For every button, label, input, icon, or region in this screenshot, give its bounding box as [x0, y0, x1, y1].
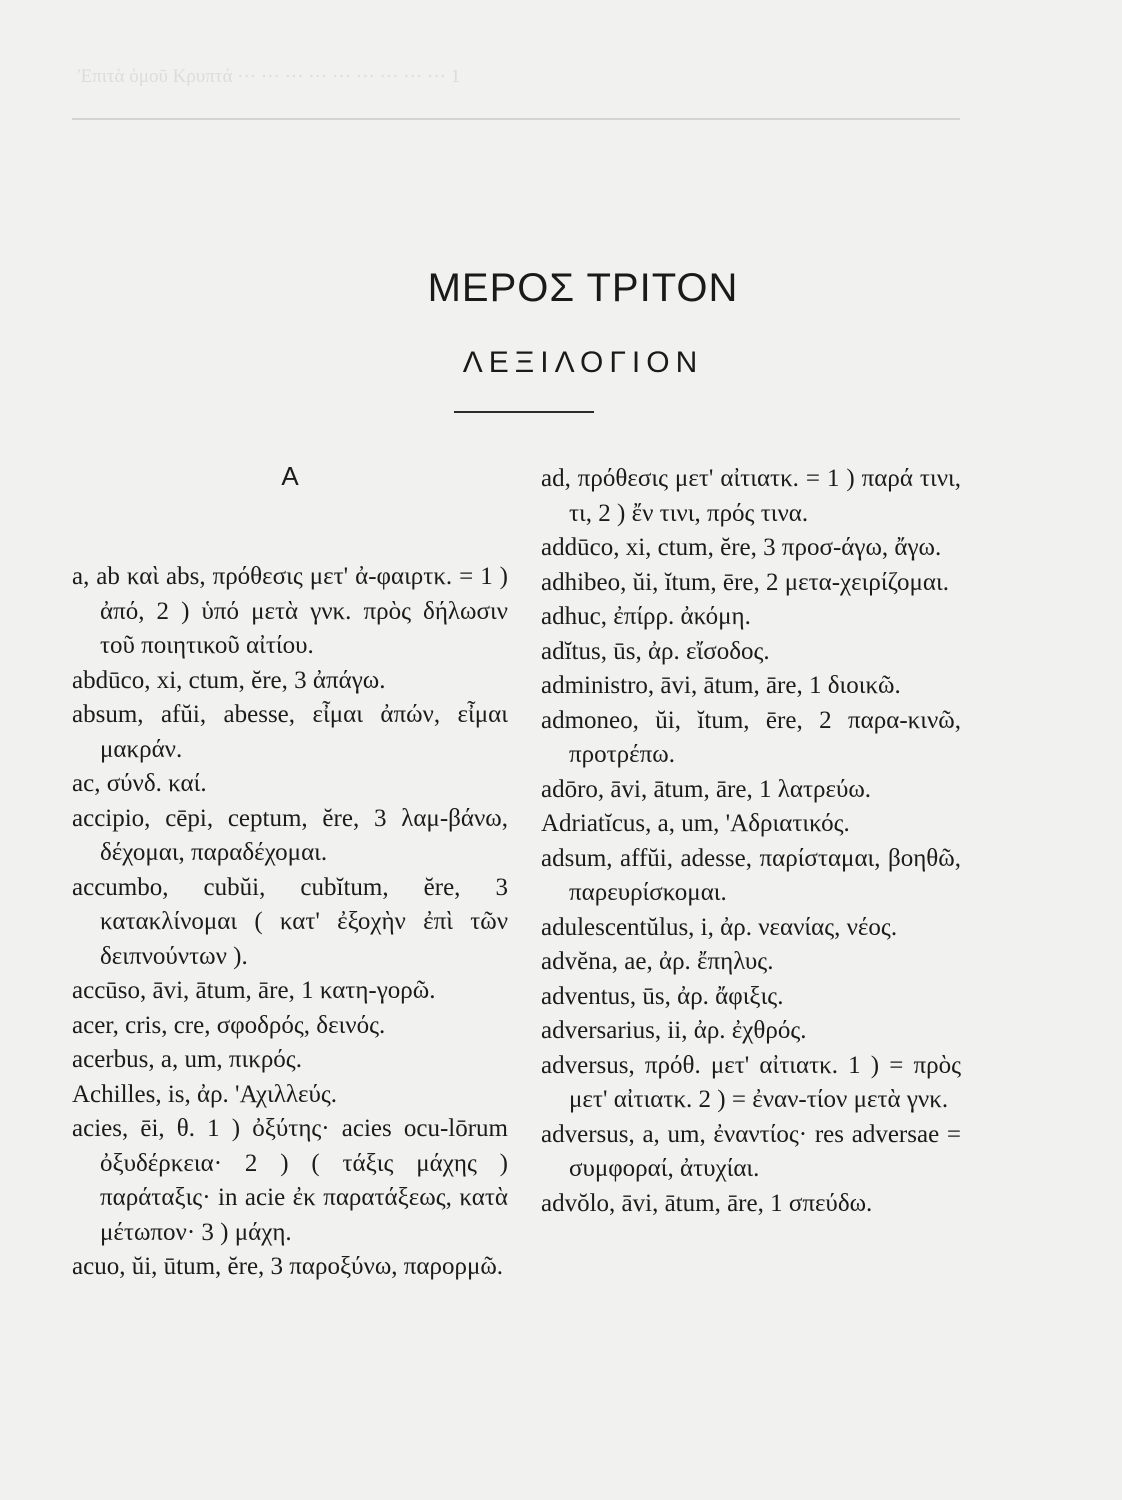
dictionary-entry: adulescentŭlus, i, ἀρ. νεανίας, νέος. — [541, 913, 898, 941]
dictionary-entry: absum, afŭi, abesse, εἶμαι ἀπών, εἶμαι μακράν. — [72, 701, 508, 763]
dictionary-entry: ad, πρόθεσις μετ' αἰτιατκ. = 1 ) παρά τινι, τι, 2 ) ἔν τινι, πρός τινα. — [541, 465, 961, 527]
dictionary-entry: Achilles, is, ἀρ. 'Αχιλλεύς. — [72, 1080, 337, 1108]
dictionary-entry: acer, cris, cre, σφοδρός, δεινός. — [72, 1011, 386, 1039]
letter-heading: Α — [281, 461, 299, 491]
dictionary-entry: adōro, āvi, ātum, āre, 1 λατρεύω. — [541, 775, 872, 803]
dictionary-entry: advŏlo, āvi, ātum, āre, 1 σπεύδω. — [541, 1189, 873, 1217]
dictionary-entry: adhibeo, ŭi, ĭtum, ēre, 2 μετα-χειρίζομαι. — [541, 568, 949, 596]
dictionary-entry: adversarius, ii, ἀρ. ἐχθρός. — [541, 1017, 807, 1044]
dictionary-entry: adsum, affŭi, adesse, παρίσταμαι, βοηθῶ, παρευρίσκομαι. — [541, 844, 961, 906]
left-column — [72, 456, 508, 1285]
dictionary-entry: accūso, āvi, ātum, āre, 1 κατη-γορῶ. — [72, 977, 436, 1004]
dictionary-entry: adventus, ūs, ἀρ. ἄφιξις. — [541, 982, 784, 1010]
dictionary-entry: adhuc, ἐπίρρ. ἀκόμη. — [541, 603, 751, 630]
bleed-through-header: Ἐπιτὰ ὁμοῦ Κρυπτά ··· ··· ··· ··· ··· ··· ··· ··· ··· 1 — [78, 66, 461, 87]
dictionary-entry: abdūco, xi, ctum, ĕre, 3 ἀπάγω. — [72, 666, 386, 694]
dictionary-entry: adversus, a, um, ἐναντίος· res adversae = συμφοραί, ἀτυχίαι. — [541, 1120, 961, 1182]
dictionary-entry: acerbus, a, um, πικρός. — [72, 1046, 302, 1073]
dictionary-entry: adĭtus, ūs, ἀρ. εἴσοδος. — [541, 637, 770, 665]
header-rule — [72, 118, 960, 120]
title-divider — [454, 411, 594, 413]
dictionary-entry: accipio, cēpi, ceptum, ĕre, 3 λαμ-βάνω, δέχομαι, παραδέχομαι. — [72, 804, 508, 866]
dictionary-entry: accumbo, cubŭi, cubĭtum, ĕre, 3 κατακλίνομαι ( κατ' ἐξοχὴν ἐπὶ τῶν δειπνούντων ). — [72, 873, 508, 970]
part-title: ΜΕΡΟΣ ΤΡΙΤΟΝ — [427, 266, 739, 310]
dictionary-entry: Adriatĭcus, a, um, 'Αδριατικός. — [541, 810, 850, 837]
right-column — [541, 456, 961, 1221]
dictionary-entry: ac, σύνδ. καί. — [72, 770, 207, 797]
dictionary-entry: a, ab καὶ abs, πρόθεσις μετ' ἀ-φαιρτκ. = 1 ) ἀπό, 2 ) ὑπό μετὰ γνκ. πρὸς δήλωσιν τοῦ ποιητικοῦ αἰτίου. — [72, 563, 508, 659]
dictionary-entry: acies, ēi, θ. 1 ) ὀξύτης· acies ocu-lōrum ὀξυδέρκεια· 2 ) ( τάξις μάχης ) παράταξις· in acie ἐκ παρατάξεως, κατὰ μέτωπον· 3 ) μάχη. — [72, 1115, 508, 1246]
dictionary-entry: administro, āvi, ātum, āre, 1 διοικῶ. — [541, 672, 901, 699]
dictionary-entry: adversus, πρόθ. μετ' αἰτιατκ. 1 ) = πρὸς μετ' αἰτιατκ. 2 ) = ἐναν-τίον μετὰ γνκ. — [541, 1051, 961, 1113]
dictionary-entry: addūco, xi, ctum, ĕre, 3 προσ-άγω, ἄγω. — [541, 534, 942, 561]
dictionary-entry: advĕna, ae, ἀρ. ἔπηλυς. — [541, 948, 774, 975]
section-title: ΛΕΞΙΛΟΓΙΟΝ — [462, 346, 704, 379]
dictionary-entry: acuo, ŭi, ūtum, ĕre, 3 παροξύνω, παρορμῶ. — [72, 1253, 504, 1280]
dictionary-entry: admoneo, ŭi, ĭtum, ēre, 2 παρα-κινῶ, προτρέπω. — [541, 706, 961, 768]
